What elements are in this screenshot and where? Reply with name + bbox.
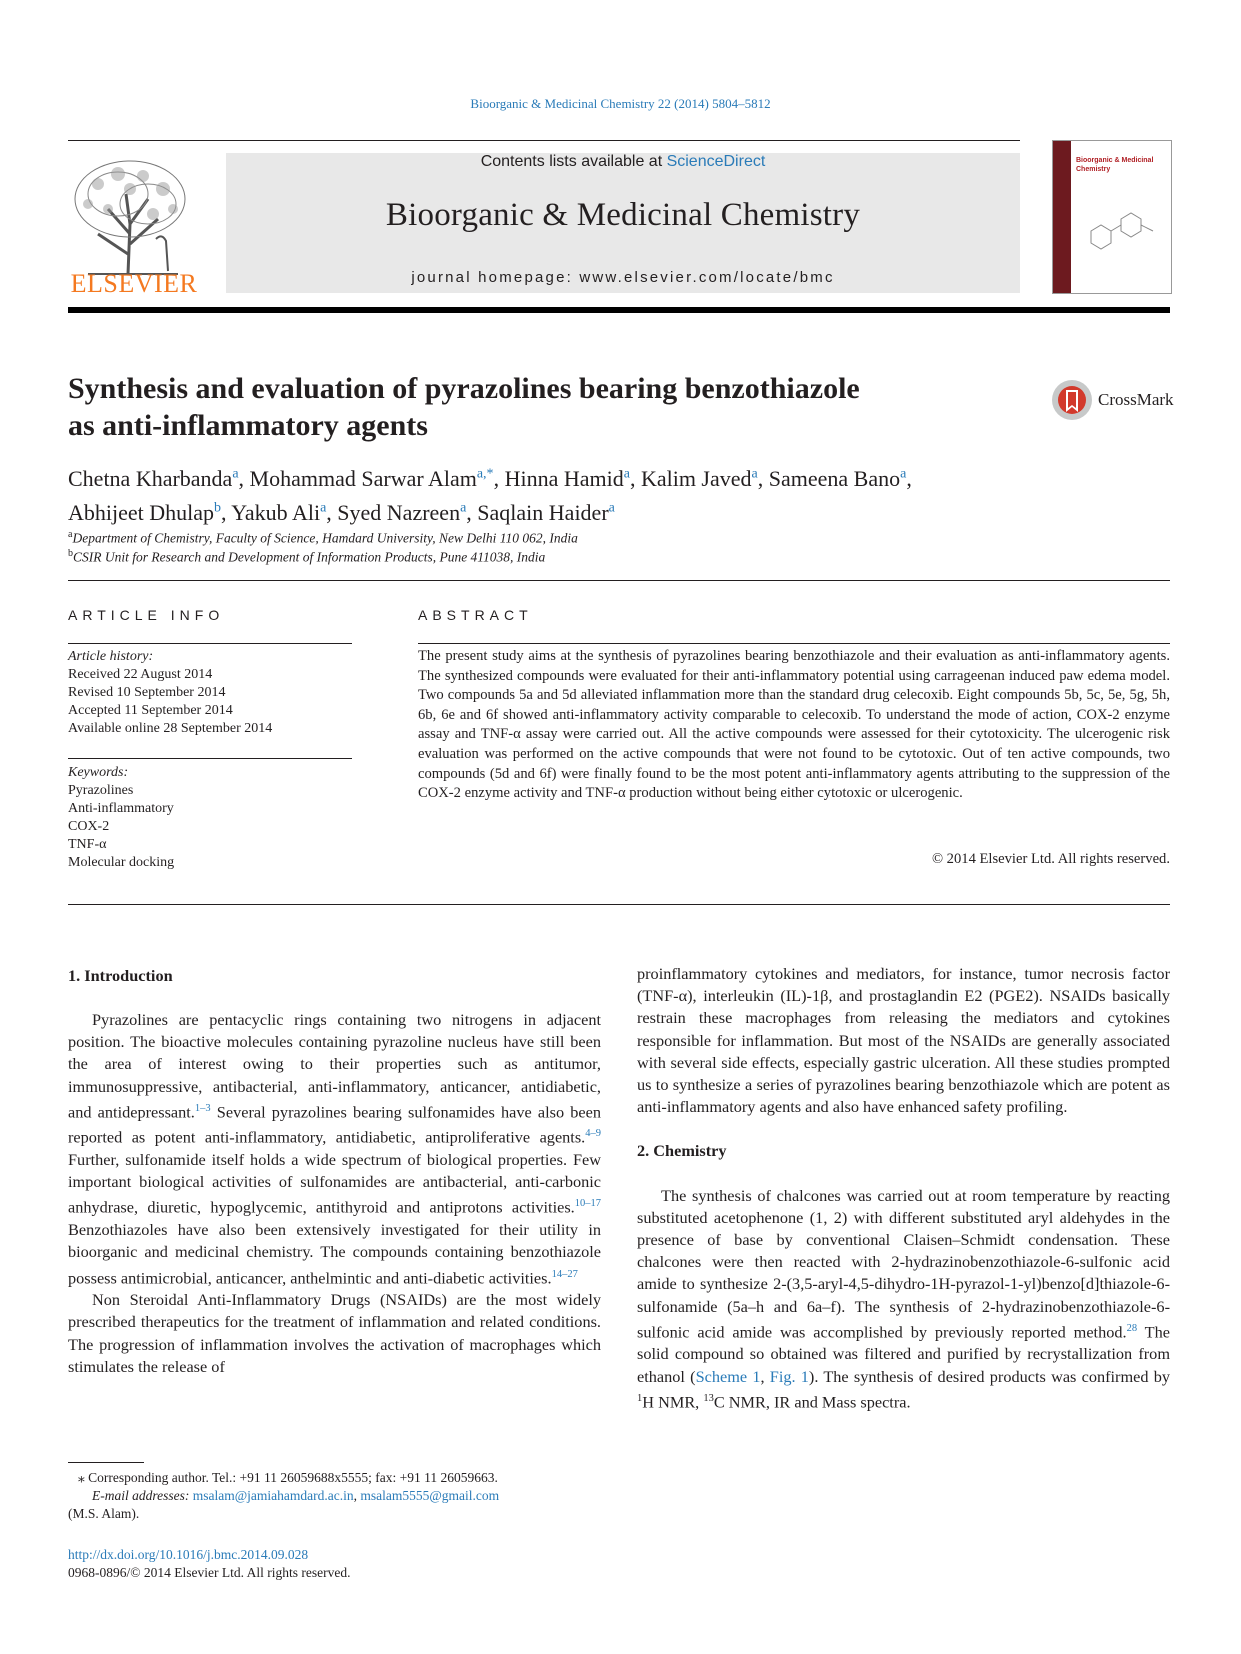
author: Sameena Bano$^a$, (768, 466, 912, 492)
chemistry-paragraph-1: The synthesis of chalcones was carried out at room temperature by reacting substituted acetophenone (1, 2) with different substituted aryl aldehydes in the presence of base by conventional Claisen–Schmidt condensation. These chalcones were then reacted with 2-hydrazinobenzothiazole-6-sulfonic acid amide to synthesize 2-(3,5-aryl-4,5-dihydro-1H-pyrazol-1-yl)benzo[d]thiazole-6-sulfonamide (5a–h and 6a–f). The synthesis of 2-hydrazinobenzothiazole-6-sulfonic acid amide was accomplished by previously reported method.$^{28}$ The solid compound so obtained was filtered and purified by recrystallization from ethanol (Scheme 1, Fig. 1). The synthesis of desired products was confirmed by $^1$H NMR, $^{13}$C NMR, IR and Mass spectra. (637, 1185, 1171, 1412)
column-right (637, 963, 1170, 1414)
keywords (68, 764, 352, 872)
journal-homepage[interactable]: journal homepage: www.elsevier.com/locate/bmc (411, 269, 835, 286)
cover-spine (1053, 141, 1071, 293)
email-link[interactable]: msalam5555@gmail.com (360, 1488, 500, 1503)
abstract-heading: ABSTRACT (418, 607, 533, 623)
contents-line (226, 153, 1020, 171)
contents-prefix: Contents lists available at (480, 153, 667, 170)
author: Saqlain Haider$^a$ (477, 499, 615, 525)
citation-link[interactable]: 1–3 (194, 1102, 211, 1114)
article-history (68, 648, 352, 738)
doi-link[interactable]: http://dx.doi.org/10.1016/j.bmc.2014.09.028 (68, 1547, 309, 1562)
header-top-rule (68, 140, 1020, 141)
footnotes (68, 1469, 601, 1523)
keyword: Anti-inflammatory (68, 801, 174, 816)
journal-name: Bioorganic & Medicinal Chemistry (385, 197, 861, 233)
crossmark-icon (1050, 378, 1094, 422)
figure-link[interactable]: Fig. 1 (769, 1366, 809, 1386)
doi-block (68, 1546, 601, 1582)
author: Abhijeet Dhulap$^b$, (68, 499, 232, 525)
citation-link[interactable]: 28 (1126, 1322, 1138, 1334)
email-link[interactable]: msalam@jamiahamdard.ac.in (192, 1488, 354, 1503)
scheme-link[interactable]: Scheme 1 (695, 1366, 761, 1386)
journal-banner (226, 153, 1020, 293)
title-line-2: as anti-inflammatory agents (68, 409, 428, 442)
introduction-column-left (68, 1009, 601, 1378)
author: Yakub Ali$^a$, (231, 499, 338, 525)
keyword: COX-2 (68, 819, 110, 834)
keyword: Pyrazolines (68, 783, 134, 798)
history-online: Available online 28 September 2014 (68, 721, 273, 736)
crossmark-label: CrossMark (1098, 390, 1174, 409)
affiliation-b: $^b$CSIR Unit for Research and Development of Information Products, Pune 411038, India (68, 548, 546, 565)
journal-reference[interactable]: Bioorganic & Medicinal Chemistry 22 (2014) 5804–5812 (470, 96, 771, 111)
history-revised: Revised 10 September 2014 (68, 685, 226, 700)
article-info-rule (68, 643, 352, 644)
history-received: Received 22 August 2014 (68, 667, 213, 682)
citation-link[interactable]: 4–9 (585, 1128, 601, 1140)
journal-cover-thumbnail (1052, 140, 1172, 294)
intro-paragraph-1: Pyrazolines are pentacyclic rings containing two nitrogens in adjacent position. The bioactive molecules containing pyrazoline nucleus have still been the area of interest owing to their properties such as antitumor, immunosuppressive, antibacterial, anti-inflammatory, anticancer, antidiabetic, and antidepressant.$^{1-3}$ Several pyrazolines bearing sulfonamides have also been reported as potent anti-inflammatory, antidiabetic, antiproliferative agents.$^{4-9}$ Further, sulfonamide itself holds a wide spectrum of biological properties. Few important biological activities of sulfonamides are antibacterial, anti-carbonic anhydrase, diuretic, hypoglycemic, antithyroid and antiprotons activities.$^{10-17}$ Benzothiazoles have also been extensively investigated for their utility in bioorganic and medicinal chemistry. The compounds containing benzothiazole possess antimicrobial, anticancer, anthelmintic and anti-diabetic activities.$^{14-27}$ (68, 1010, 602, 1287)
footnote-rule (68, 1462, 144, 1463)
author-list (68, 460, 1168, 527)
keyword: Molecular docking (68, 855, 175, 870)
citation-link[interactable]: 14–27 (551, 1268, 578, 1280)
intro-paragraph-continued: proinflammatory cytokines and mediators, for instance, tumor necrosis factor (TNF-α), interleukin (IL)-1β, and prostaglandin E2 (PGE2). NSAIDs basically restrain these macrophages from releasing the mediators and cytokines responsible for inflammation. But most of the NSAIDs are generally associated with several side effects, especially gastric ulceration. All these studies prompted us to synthesize a series of pyrazolines bearing benzothiazole which are potent as anti-inflammatory agents and also have enhanced safety profiling. (637, 964, 1170, 1117)
section-heading-introduction: 1. Introduction (68, 966, 173, 985)
history-accepted: Accepted 11 September 2014 (68, 703, 233, 718)
elsevier-wordmark: ELSEVIER (70, 269, 198, 298)
author: Syed Nazreen$^a$, (337, 499, 478, 525)
cover-molecule-graphic (1081, 201, 1161, 261)
author: Chetna Kharbanda$^a$, (68, 466, 250, 492)
author: Hinna Hamid$^a$, (504, 466, 641, 492)
history-label: Article history: (68, 649, 154, 664)
article-title (68, 370, 968, 444)
affiliation-a: $^a$Department of Chemistry, Faculty of Science, Hamdard University, New Delhi 110 062, India (68, 529, 578, 546)
section-heading-chemistry: 2. Chemistry (637, 1141, 727, 1161)
intro-paragraph-2: Non Steroidal Anti-Inflammatory Drugs (NSAIDs) are the most widely prescribed therapeutics for the treatment of inflammation and related conditions. The progression of inflammation involves the activation of macrophages which stimulates the release of (68, 1290, 601, 1376)
keywords-rule (68, 758, 352, 759)
author: Mohammad Sarwar Alam$^{a,*}$, (249, 466, 505, 492)
keywords-label: Keywords: (68, 765, 129, 780)
abstract-copyright: © 2014 Elsevier Ltd. All rights reserved. (931, 851, 1170, 867)
abstract-rule (418, 643, 1170, 644)
sciencedirect-link[interactable]: ScienceDirect (666, 153, 766, 170)
author: Kalim Javed$^a$, (640, 466, 769, 492)
crossmark-badge[interactable] (1050, 378, 1180, 422)
article-info-heading: ARTICLE INFO (68, 607, 225, 623)
issn-line: 0968-0896/© 2014 Elsevier Ltd. All rights reserved. (68, 1565, 351, 1580)
header-bottom-rule (68, 307, 1170, 313)
email-owner: (M.S. Alam). (68, 1506, 140, 1521)
cover-title: Bioorganic & Medicinal Chemistry (1076, 157, 1154, 173)
abstract-bottom-rule (68, 904, 1170, 905)
affiliation-rule (68, 580, 1170, 581)
email-line: E-mail addresses: msalam@jamiahamdard.ac.in, msalam5555@gmail.com (92, 1488, 500, 1503)
citation-link[interactable]: 10–17 (574, 1198, 601, 1210)
keyword: TNF-α (68, 837, 107, 852)
abstract-text: The present study aims at the synthesis of pyrazolines bearing benzothiazole and their evaluation as anti-inflammatory agents. The synthesized compounds were evaluated for their anti-inflammatory potential using carrageenan induced paw edema model. Two compounds 5a and 5d alleviated inflammation more than the standard drug celecoxib. Eight compounds 5b, 5c, 5e, 5g, 5h, 6b, 6e and 6f showed anti-inflammatory activity comparable to celecoxib. To understand the mode of action, COX-2 enzyme assay and TNF-α assay were carried out. All the active compounds were assessed for their cytotoxicity. The ulcerogenic risk evaluation was performed on the active compounds that were not found to be cytotoxic. Out of ten active compounds, two compounds (5d and 6f) were finally found to be the most potent anti-inflammatory agents attributing to the suppression of the COX-2 enzyme activity and TNF-α production without being either cytotoxic or ulcerogenic. (418, 648, 1170, 802)
corresponding-author: ⁎ Corresponding author. Tel.: +91 11 26059688x5555; fax: +91 11 26059663. (78, 1470, 498, 1485)
title-line-1: Synthesis and evaluation of pyrazolines bearing benzothiazole (68, 372, 860, 405)
